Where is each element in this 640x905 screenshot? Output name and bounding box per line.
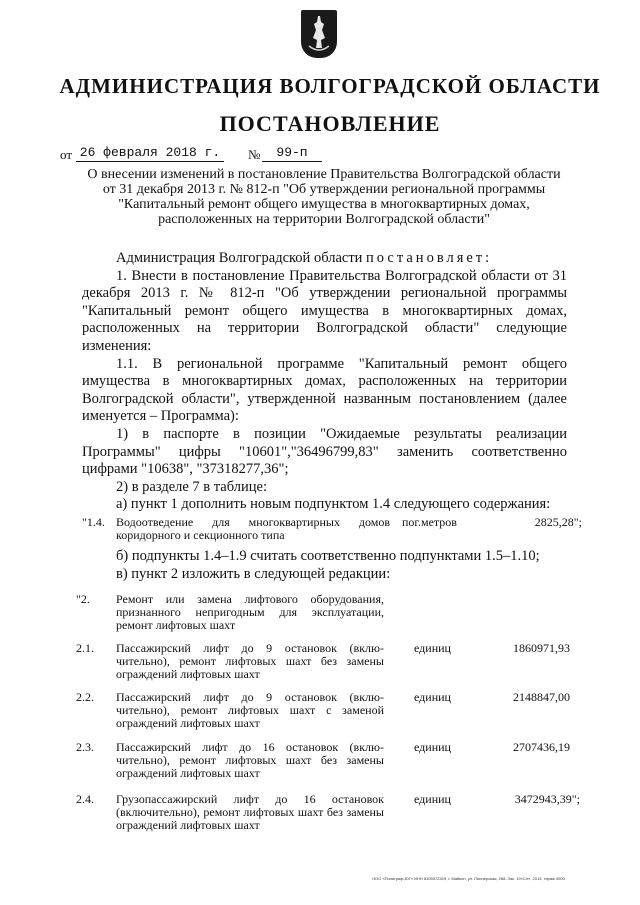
table-row bbox=[76, 642, 580, 684]
row-description: Ремонт или замена лифтового оборудования, признанного непригодным для эксплуатации, ремонт лифтовых шахт bbox=[116, 592, 384, 632]
body-paragraph: в) пункт 2 изложить в следующей редакции: bbox=[116, 566, 391, 582]
document-subject bbox=[82, 167, 566, 227]
printer-imprint: ООО «Полиграф-ЮГ» ИНН 8105072309, г. Майкоп, ул. Пионерская, 268. Зак. 19«Сл», 2013, тираж 4000 bbox=[372, 876, 565, 881]
body-paragraph: 1. Внести в постановление Правительства Волгоградской области от 31 декабря 2013 г. № 812-п "Об утверждении региональной программы "Капитальный ремонт общего имущества в многоквартирных домах, расположенных на территории Волгоградской области" следующие изменения: bbox=[82, 267, 567, 354]
table-row bbox=[76, 741, 580, 783]
body-paragraph: а) пункт 1 дополнить новым подпунктом 1.4 следующего содержания: bbox=[116, 496, 551, 513]
body-paragraph: 1) в паспорте в позиции "Ожидаемые результаты реализации Программы" цифры "10601","36496799,83" заменить соответственно цифрами "10638", "37318277,36"; bbox=[82, 425, 567, 478]
subject-line: О внесении изменений в постановление Правительства Волгоградской области bbox=[87, 167, 561, 182]
date-number-line bbox=[60, 146, 390, 164]
body-paragraph: 2) в разделе 7 в таблице: bbox=[116, 478, 267, 495]
date-prefix: от bbox=[60, 147, 73, 162]
row-number: "1.4. bbox=[82, 515, 105, 529]
coat-of-arms-icon bbox=[301, 10, 337, 58]
table-row bbox=[76, 593, 580, 635]
row-value: 1860971,93 bbox=[513, 641, 570, 655]
row-value: 3472943,39"; bbox=[514, 792, 580, 806]
document-body bbox=[82, 250, 567, 514]
body-paragraph: 1.1. В региональной программе "Капитальный ремонт общего имущества в многоквартирных домах, расположенных на территории Волгоградской области", утвержденной названным постановлением (далее именуется – Программа): bbox=[82, 355, 567, 425]
document-type: ПОСТАНОВЛЕНИЕ bbox=[219, 111, 441, 136]
row-unit: единиц bbox=[414, 740, 451, 754]
row-value: 2707436,19 bbox=[513, 740, 570, 754]
row-number: "2. bbox=[76, 592, 90, 606]
body-paragraph: б) подпункты 1.4–1.9 считать соответственно подпунктами 1.5–1.10; bbox=[116, 548, 540, 564]
row-description: Грузопассажирский лифт до 16 остановок (включительно), ремонт лифтовых шахт без замены ограждений лифтовых шахт bbox=[116, 792, 384, 832]
subject-line: расположенных на территории Волгоградской области" bbox=[158, 212, 490, 227]
row-number: 2.3. bbox=[76, 740, 94, 754]
row-number: 2.4. bbox=[76, 792, 94, 806]
row-unit: пог.метров bbox=[402, 515, 457, 529]
coat-of-arms bbox=[301, 10, 337, 58]
row-description: Пассажирский лифт до 9 остановок (вклю-чительно), ремонт лифтовых шахт с заменой ограждений лифтовых шахт bbox=[116, 690, 384, 730]
row-number: 2.2. bbox=[76, 690, 94, 704]
number-prefix: № bbox=[248, 147, 261, 162]
row-unit: единиц bbox=[414, 792, 451, 806]
row-value: 2148847,00 bbox=[513, 690, 570, 704]
organization-title: АДМИНИСТРАЦИЯ ВОЛГОГРАДСКОЙ ОБЛАСТИ bbox=[59, 74, 601, 98]
document-date: 26 февраля 2018 г. bbox=[76, 145, 224, 162]
subject-line: от 31 декабря 2013 г. № 812-п "Об утверждении региональной программы bbox=[102, 182, 546, 197]
table-row bbox=[82, 515, 582, 545]
subject-line: "Капитальный ремонт общего имущества в многоквартирных домах, bbox=[118, 197, 530, 212]
body-paragraph bbox=[82, 250, 567, 268]
row-unit: единиц bbox=[414, 641, 451, 655]
row-number: 2.1. bbox=[76, 641, 94, 655]
row-value: 2825,28"; bbox=[534, 515, 582, 529]
row-description: Пассажирский лифт до 16 остановок (вклю-чительно), ремонт лифтовых шахт без замены ограждений лифтовых шахт bbox=[116, 740, 384, 780]
row-unit: единиц bbox=[414, 690, 451, 704]
row-description: Пассажирский лифт до 9 остановок (вклю-чительно), ремонт лифтовых шахт без замены ограждений лифтовых шахт bbox=[116, 641, 384, 681]
enacting-text: Администрация Волгоградской области bbox=[116, 250, 363, 266]
enacting-verb: постановляет: bbox=[366, 250, 493, 266]
document-number: 99-п bbox=[262, 145, 322, 162]
table-row bbox=[76, 793, 580, 835]
row-description: Водоотведение для многоквартирных домов коридорного и секционного типа bbox=[116, 515, 390, 542]
table-row bbox=[76, 691, 580, 733]
